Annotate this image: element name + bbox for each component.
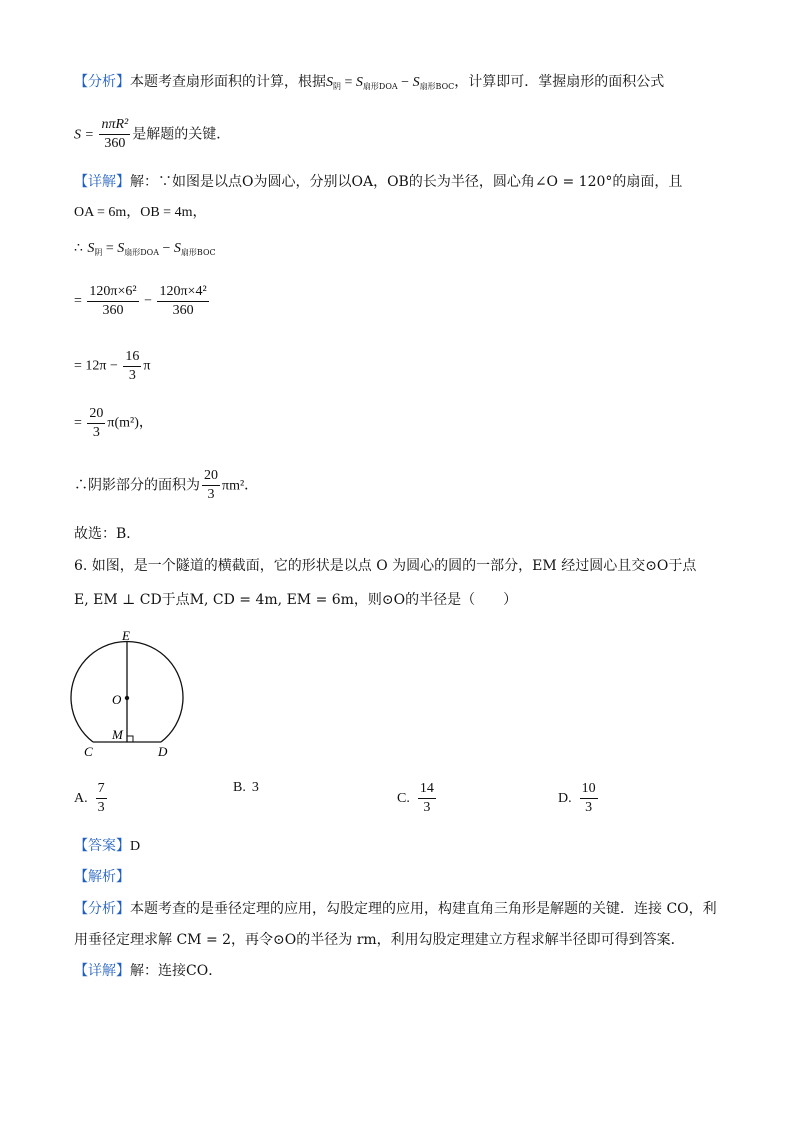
s-symbol-2: S xyxy=(355,75,363,90)
center-point xyxy=(125,696,129,700)
step2-num: 16 xyxy=(123,348,141,367)
tunnel-figure xyxy=(64,628,194,763)
formula-den: 360 xyxy=(104,136,126,151)
option-a-frac xyxy=(96,780,107,817)
step2-frac xyxy=(123,348,141,385)
step3-den: 3 xyxy=(92,425,100,440)
analysis-2-line-1 xyxy=(74,899,717,919)
option-d-frac xyxy=(580,780,598,817)
detail-1-line-1 xyxy=(74,172,682,192)
choice-line: 故选：B． xyxy=(74,526,141,542)
s-symbol-4: S xyxy=(87,241,95,256)
question-6-line-1: 6. 如图，是一个隧道的横截面，它的形状是以点 O 为圆心的圆的一部分，EM 经过圆心且交⊙O于点 xyxy=(74,558,697,574)
s-symbol-3: S xyxy=(412,75,420,90)
step1-a-num: 120π×6² xyxy=(87,283,138,302)
option-b-value: 3 xyxy=(251,780,259,795)
s-sub-doa: 扇形DOA xyxy=(362,82,398,91)
detail-1-line-3 xyxy=(74,238,216,263)
analysis-2-tag: 【分析】 xyxy=(74,901,130,917)
option-d[interactable] xyxy=(558,780,600,817)
option-a-den: 3 xyxy=(97,800,105,815)
step3-num: 20 xyxy=(87,405,105,424)
minus-sign: − xyxy=(397,75,413,90)
eq-sign: = xyxy=(341,75,356,90)
s-symbol: S xyxy=(326,75,333,90)
label-m: M xyxy=(112,727,123,742)
detail-2-tag: 【详解】 xyxy=(74,963,130,979)
detail-tag: 【详解】 xyxy=(74,174,130,190)
option-b-label: B. xyxy=(233,780,246,795)
formula-fraction xyxy=(99,116,130,153)
s-sub-boc: 扇形BOC xyxy=(419,82,455,91)
analysis-tag: 【分析】 xyxy=(74,74,130,90)
step1-a-den: 360 xyxy=(102,303,124,318)
step2-b: π xyxy=(143,358,151,374)
option-c-num: 14 xyxy=(418,780,436,799)
detail-1-line-2: OA = 6m，OB = 4m， xyxy=(74,205,207,220)
detail-2-line xyxy=(74,961,222,981)
analysis-1-line-2 xyxy=(74,116,230,153)
analysis-2-line-2: 用垂径定理求解 CM = 2，再令⊙O的半径为 rm，利用勾股定理建立方程求解半径即可得到答案． xyxy=(74,932,685,948)
s-symbol-5: S xyxy=(117,241,125,256)
option-d-num: 10 xyxy=(580,780,598,799)
step1-b-num: 120π×4² xyxy=(157,283,208,302)
formula-lhs: S = xyxy=(74,127,98,143)
conclusion-den: 3 xyxy=(207,487,215,502)
s-sub-shadow-2: 阴 xyxy=(94,248,103,257)
option-d-den: 3 xyxy=(585,800,593,815)
analysis-2-text-1: 本题考查的是垂径定理的应用，勾股定理的应用，构建直角三角形是解题的关键．连接 CO，利 xyxy=(130,901,717,917)
step1-b-den: 360 xyxy=(172,303,194,318)
answer-value: D xyxy=(130,839,141,854)
analysis-1-line-1 xyxy=(74,72,664,97)
therefore-prefix: ∴ xyxy=(74,240,88,256)
step2-a: = 12π − xyxy=(74,358,122,374)
label-e: E xyxy=(122,628,130,643)
formula-num: nπR² xyxy=(99,116,130,135)
step-3: = $\frac{20}{3}$ π(m²)， xyxy=(74,406,153,440)
answer-tag: 【答案】 xyxy=(74,838,130,854)
right-angle-mark xyxy=(127,736,133,742)
analysis-text-b: ，计算即可．掌握扇形的面积公式 xyxy=(454,74,665,90)
label-o: O xyxy=(112,692,122,707)
option-b[interactable] xyxy=(233,780,259,796)
option-c-label: C. xyxy=(397,790,410,806)
step3-frac xyxy=(87,405,105,442)
conclusion-frac xyxy=(202,467,220,504)
step-1: = $\frac{\text{120π×6²}}{360}$ − $\frac{\text{120π×4²}}{360}$ xyxy=(74,284,207,318)
conclusion-tail: πm²． xyxy=(222,478,259,494)
step-2 xyxy=(74,348,150,385)
option-c[interactable] xyxy=(397,780,438,817)
conclusion-num: 20 xyxy=(202,467,220,486)
option-d-label: D. xyxy=(558,790,572,806)
step3-tail: π(m²)， xyxy=(107,415,153,431)
s-sub-boc-2: 扇形BOC xyxy=(180,248,216,257)
label-c: C xyxy=(84,744,93,759)
step2-den: 3 xyxy=(128,368,136,383)
option-a-num: 7 xyxy=(96,780,107,799)
option-c-frac xyxy=(418,780,436,817)
s-sub-doa-2: 扇形DOA xyxy=(124,248,160,257)
question-6-line-2: E, EM ⊥ CD于点M, CD = 4m, EM = 6m，则⊙O的半径是（ ） xyxy=(74,592,518,608)
analysis-text-a: 本题考查扇形面积的计算，根据 xyxy=(130,74,326,90)
eq-sign-2: = xyxy=(102,241,118,256)
s-symbol-6: S xyxy=(173,241,181,256)
step1-frac-a xyxy=(87,283,138,320)
detail-line-1: 解：∵如图是以点O为圆心，分别以OA，OB的长为半径，圆心角∠O = 120°的扇面，且 xyxy=(130,174,683,190)
label-d: D xyxy=(158,744,168,759)
solution-tag: 【解析】 xyxy=(74,869,130,885)
s-sub-shadow: 阴 xyxy=(333,82,341,91)
answer-line xyxy=(74,836,140,857)
minus-sign-2: − xyxy=(159,241,174,256)
option-a[interactable] xyxy=(74,780,109,817)
analysis-text-c: 是解题的关键． xyxy=(132,126,231,143)
option-c-den: 3 xyxy=(423,800,431,815)
conclusion xyxy=(74,467,258,504)
step1-frac-b xyxy=(157,283,208,320)
option-a-label: A. xyxy=(74,790,88,806)
detail-2-text: 解：连接CO． xyxy=(130,963,223,979)
conclusion-text: ∴阴影部分的面积为 xyxy=(74,477,200,494)
